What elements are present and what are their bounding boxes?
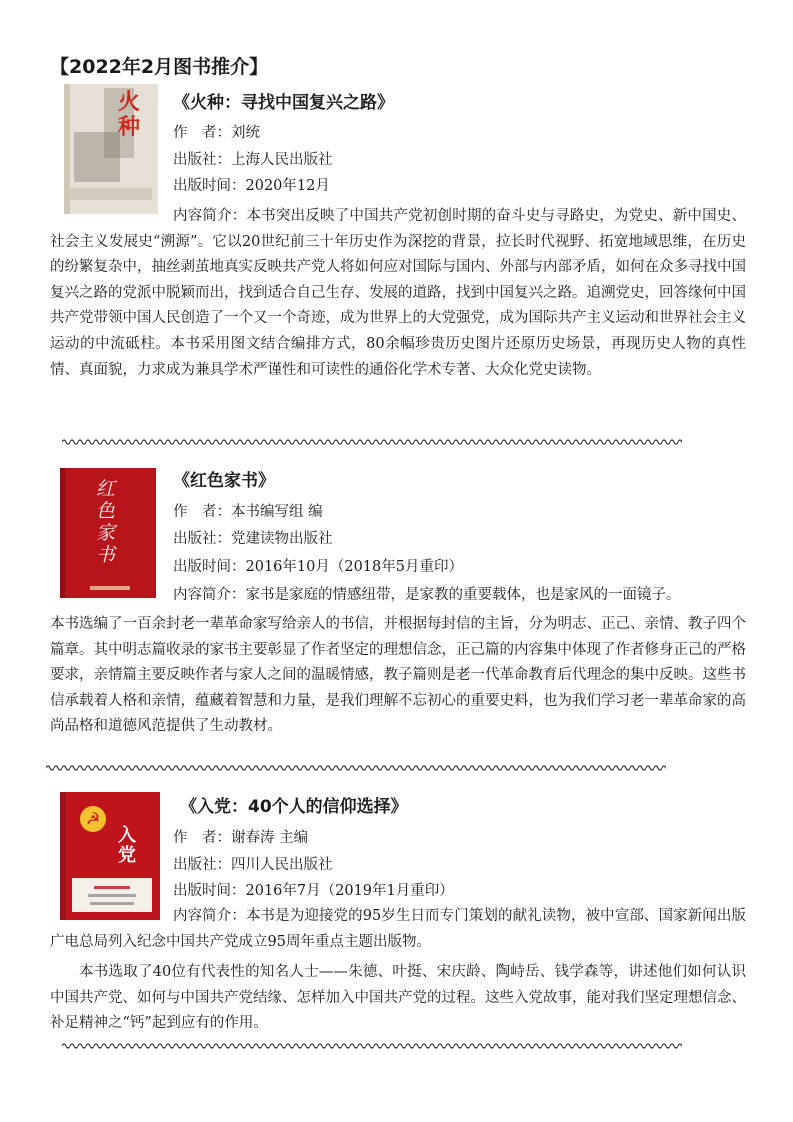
- book-title-3: 《入党：40个人的信仰选择》: [180, 797, 408, 817]
- book-date-1: 出版时间：2020年12月: [173, 178, 330, 194]
- book-intro-3: 内容简介：本书是为迎接党的95岁生日而专门策划的献礼读物，被中宣部、国家新闻出版广电总局列入纪念中国共产党成立95周年重点主题出版物。: [50, 908, 746, 950]
- section-divider-2: [46, 763, 666, 773]
- book-cover-1-title: 火种: [118, 89, 141, 140]
- book-publisher-1: 出版社：上海人民出版社: [173, 152, 333, 168]
- page-heading: 【2022年2月图书推介】: [50, 56, 269, 78]
- book-cover-3: [60, 792, 160, 920]
- book-author-1: 作 者：刘统: [173, 125, 260, 141]
- section-divider-1: [62, 437, 682, 447]
- wave-line-2: [46, 763, 666, 773]
- book-cover-2: [60, 468, 156, 598]
- book-author-3: 作 者：谢春涛 主编: [173, 830, 309, 846]
- book-title-2: 《红色家书》: [173, 471, 275, 491]
- section-divider-3: [62, 1041, 682, 1051]
- book-cover-3-title: 入党: [118, 825, 136, 866]
- book-publisher-3: 出版社：四川人民出版社: [173, 857, 333, 873]
- wave-line-1: [62, 437, 682, 447]
- party-emblem-icon: ☭: [80, 806, 106, 832]
- book-cover-3-art: [60, 792, 160, 920]
- book-cover-2-title: 红色家书: [96, 478, 116, 566]
- book-cover-1: [64, 84, 158, 214]
- book-publisher-2: 出版社：党建读物出版社: [173, 531, 333, 547]
- book-intro-1: 内容简介：本书突出反映了中国共产党初创时期的奋斗史与寻路史，为党史、新中国史、社会主义发展史“溯源”。它以20世纪前三十年历史作为深挖的背景，拉长时代视野、拓宽地域思维，在历史的纷繁复杂中，抽丝剥茧地真实反映共产党人将如何应对国际与国内、外部与内部矛盾，如何在众多寻找中国复兴之路的党派中脱颖而出，找到适合自己生存、发展的道路，找到中国复兴之路。追溯党史，回答缘何中国共产党带领中国人民创造了一个又一个奇迹，成为世界上的大党强党，成为国际共产主义运动和世界社会主义运动的中流砥柱。本书采用图文结合编排方式，80余幅珍贵历史图片还原历史场景，再现历史人物的真性情、真面貌，力求成为兼具学术严谨性和可读性的通俗化学术专著、大众化党史读物。: [50, 208, 746, 378]
- wave-line-3: [62, 1041, 682, 1051]
- book-title-1: 《火种：寻找中国复兴之路》: [173, 93, 394, 113]
- book-date-3: 出版时间：2016年7月（2019年1月重印）: [173, 883, 454, 899]
- book-author-2: 作 者：本书编写组 编: [173, 504, 323, 520]
- book-date-2: 出版时间：2016年10月（2018年5月重印）: [173, 559, 463, 575]
- book-intro-2-lead: 内容简介：家书是家庭的情感纽带，是家教的重要载体，也是家风的一面镜子。: [173, 587, 681, 603]
- book-intro-2-body: 本书选编了一百余封老一辈革命家写给亲人的书信，并根据每封信的主旨，分为明志、正己、亲情、教子四个篇章。其中明志篇收录的家书主要彰显了作者坚定的理想信念，正己篇的内容集中体现了作者修身正己的严格要求，亲情篇主要反映作者与家人之间的温暖情感，教子篇则是老一代革命教育后代理念的集中反映。这些书信承载着人格和亲情，蕴藏着智慧和力量，是我们理解不忘初心的重要史料，也为我们学习老一辈革命家的高尚品格和道德风范提供了生动教材。: [50, 616, 746, 735]
- book-cover-1-art: [64, 84, 158, 214]
- book-intro-3-body: 本书选取了40位有代表性的知名人士——朱德、叶挺、宋庆龄、陶峙岳、钱学森等，讲述他们如何认识中国共产党、如何与中国共产党结缘、怎样加入中国共产党的过程。这些入党故事，能对我们坚定理想信念、补足精神之“钙”起到应有的作用。: [50, 964, 746, 1032]
